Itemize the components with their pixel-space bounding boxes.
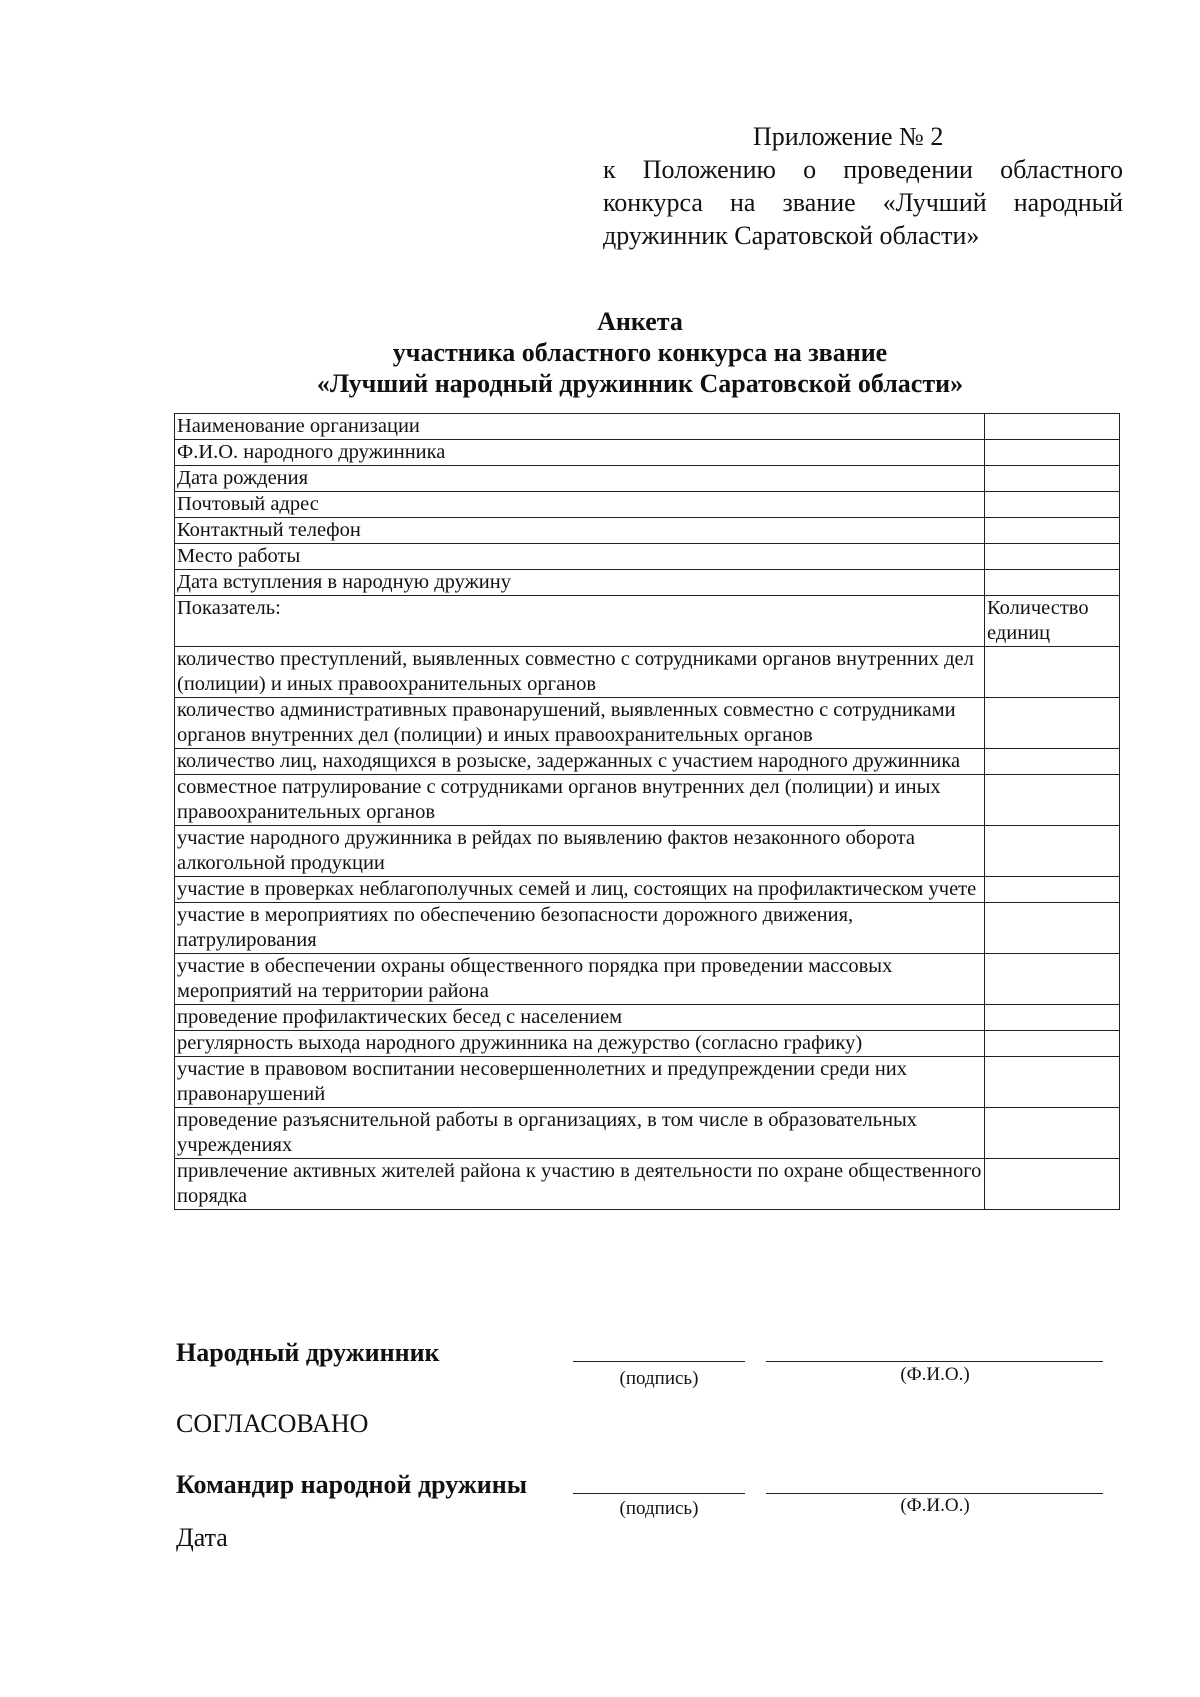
quantity-cell[interactable] bbox=[985, 877, 1120, 903]
quantity-cell[interactable] bbox=[985, 749, 1120, 775]
table-row bbox=[175, 518, 1120, 544]
name-caption: (Ф.И.О.) bbox=[900, 1364, 970, 1385]
indicator-label: количество административных правонарушений, выявленных совместно с сотрудниками органов внутренних дел (полиции) и иных правоохранительных органов bbox=[175, 698, 985, 749]
quantity-cell[interactable] bbox=[985, 1005, 1120, 1031]
title-line: Анкета bbox=[597, 307, 683, 336]
indicator-label: совместное патрулирование с сотрудниками органов внутренних дел (полиции) и иных правоохранительных органов bbox=[175, 775, 985, 826]
indicator-label: участие в проверках неблагополучных семей и лиц, состоящих на профилактическом учете bbox=[175, 877, 985, 903]
commander-name-line[interactable] bbox=[766, 1493, 1103, 1494]
quantity-cell[interactable] bbox=[985, 1159, 1120, 1210]
quantity-cell[interactable] bbox=[985, 1031, 1120, 1057]
info-value-cell[interactable] bbox=[985, 570, 1120, 596]
table-row bbox=[175, 698, 1120, 749]
info-value-cell[interactable] bbox=[985, 518, 1120, 544]
table-row bbox=[175, 1108, 1120, 1159]
info-value-cell[interactable] bbox=[985, 544, 1120, 570]
indicator-label: количество преступлений, выявленных совместно с сотрудниками органов внутренних дел (полиции) и иных правоохранительных органов bbox=[175, 647, 985, 698]
table-row bbox=[175, 826, 1120, 877]
table-row bbox=[175, 647, 1120, 698]
table-row bbox=[175, 492, 1120, 518]
signature-caption: (подпись) bbox=[619, 1498, 699, 1519]
quantity-cell[interactable] bbox=[985, 826, 1120, 877]
volunteer-name-line[interactable] bbox=[766, 1361, 1103, 1362]
quantity-cell[interactable] bbox=[985, 647, 1120, 698]
indicator-label: регулярность выхода народного дружинника на дежурство (согласно графику) bbox=[175, 1031, 985, 1057]
signature-caption: (подпись) bbox=[619, 1368, 699, 1389]
quantity-cell[interactable] bbox=[985, 1108, 1120, 1159]
info-value-cell[interactable] bbox=[985, 492, 1120, 518]
table-row bbox=[175, 749, 1120, 775]
name-caption: (Ф.И.О.) bbox=[900, 1495, 970, 1516]
indicator-label: участие в мероприятиях по обеспечению безопасности дорожного движения, патрулирования bbox=[175, 903, 985, 954]
table-row bbox=[175, 954, 1120, 1005]
table-row bbox=[175, 903, 1120, 954]
table-row bbox=[175, 466, 1120, 492]
title-line: участника областного конкурса на звание bbox=[392, 338, 888, 367]
info-label: Контактный телефон bbox=[175, 518, 985, 544]
appendix-line: конкурса на звание «Лучший народный bbox=[603, 188, 1123, 217]
quantity-cell[interactable] bbox=[985, 954, 1120, 1005]
appendix-header bbox=[603, 120, 1123, 252]
info-label: Почтовый адрес bbox=[175, 492, 985, 518]
quantity-cell[interactable] bbox=[985, 1057, 1120, 1108]
indicator-header: Показатель: bbox=[175, 596, 985, 647]
quantity-cell[interactable] bbox=[985, 775, 1120, 826]
appendix-line: к Положению о проведении областного bbox=[603, 155, 1123, 184]
indicator-label: участие в правовом воспитании несовершеннолетних и предупреждении среди них правонарушений bbox=[175, 1057, 985, 1108]
table-row bbox=[175, 544, 1120, 570]
table-row bbox=[175, 1005, 1120, 1031]
indicator-label: проведение разъяснительной работы в организациях, в том числе в образовательных учреждениях bbox=[175, 1108, 985, 1159]
questionnaire-table bbox=[174, 413, 1120, 1210]
indicator-label: количество лиц, находящихся в розыске, задержанных с участием народного дружинника bbox=[175, 749, 985, 775]
indicator-label: проведение профилактических бесед с населением bbox=[175, 1005, 985, 1031]
quantity-cell[interactable] bbox=[985, 903, 1120, 954]
info-value-cell[interactable] bbox=[985, 440, 1120, 466]
table-header-row bbox=[175, 596, 1120, 647]
info-label: Наименование организации bbox=[175, 414, 985, 440]
date-label: Дата bbox=[176, 1523, 228, 1552]
info-label: Дата рождения bbox=[175, 466, 985, 492]
table-row bbox=[175, 440, 1120, 466]
info-value-cell[interactable] bbox=[985, 414, 1120, 440]
table-row bbox=[175, 1031, 1120, 1057]
indicator-label: участие в обеспечении охраны общественного порядка при проведении массовых мероприятий на территории района bbox=[175, 954, 985, 1005]
appendix-number: Приложение № 2 bbox=[753, 122, 944, 151]
table-row bbox=[175, 414, 1120, 440]
volunteer-label: Народный дружинник bbox=[176, 1338, 440, 1367]
commander-label: Командир народной дружины bbox=[176, 1470, 528, 1499]
table-row bbox=[175, 1057, 1120, 1108]
quantity-header: Количество единиц bbox=[985, 596, 1120, 647]
info-label: Ф.И.О. народного дружинника bbox=[175, 440, 985, 466]
quantity-cell[interactable] bbox=[985, 698, 1120, 749]
table-row bbox=[175, 775, 1120, 826]
info-value-cell[interactable] bbox=[985, 466, 1120, 492]
table-row bbox=[175, 570, 1120, 596]
approved-label: СОГЛАСОВАНО bbox=[176, 1409, 369, 1438]
appendix-line: дружинник Саратовской области» bbox=[603, 221, 980, 250]
info-label: Дата вступления в народную дружину bbox=[175, 570, 985, 596]
indicator-label: участие народного дружинника в рейдах по выявлению фактов незаконного оборота алкогольной продукции bbox=[175, 826, 985, 877]
indicator-label: привлечение активных жителей района к участию в деятельности по охране общественного порядка bbox=[175, 1159, 985, 1210]
title-line: «Лучший народный дружинник Саратовской области» bbox=[316, 369, 964, 398]
volunteer-signature-line[interactable] bbox=[573, 1361, 745, 1362]
info-label: Место работы bbox=[175, 544, 985, 570]
commander-signature-line[interactable] bbox=[573, 1493, 745, 1494]
form-title bbox=[160, 306, 1120, 399]
table-row bbox=[175, 1159, 1120, 1210]
table-row bbox=[175, 877, 1120, 903]
